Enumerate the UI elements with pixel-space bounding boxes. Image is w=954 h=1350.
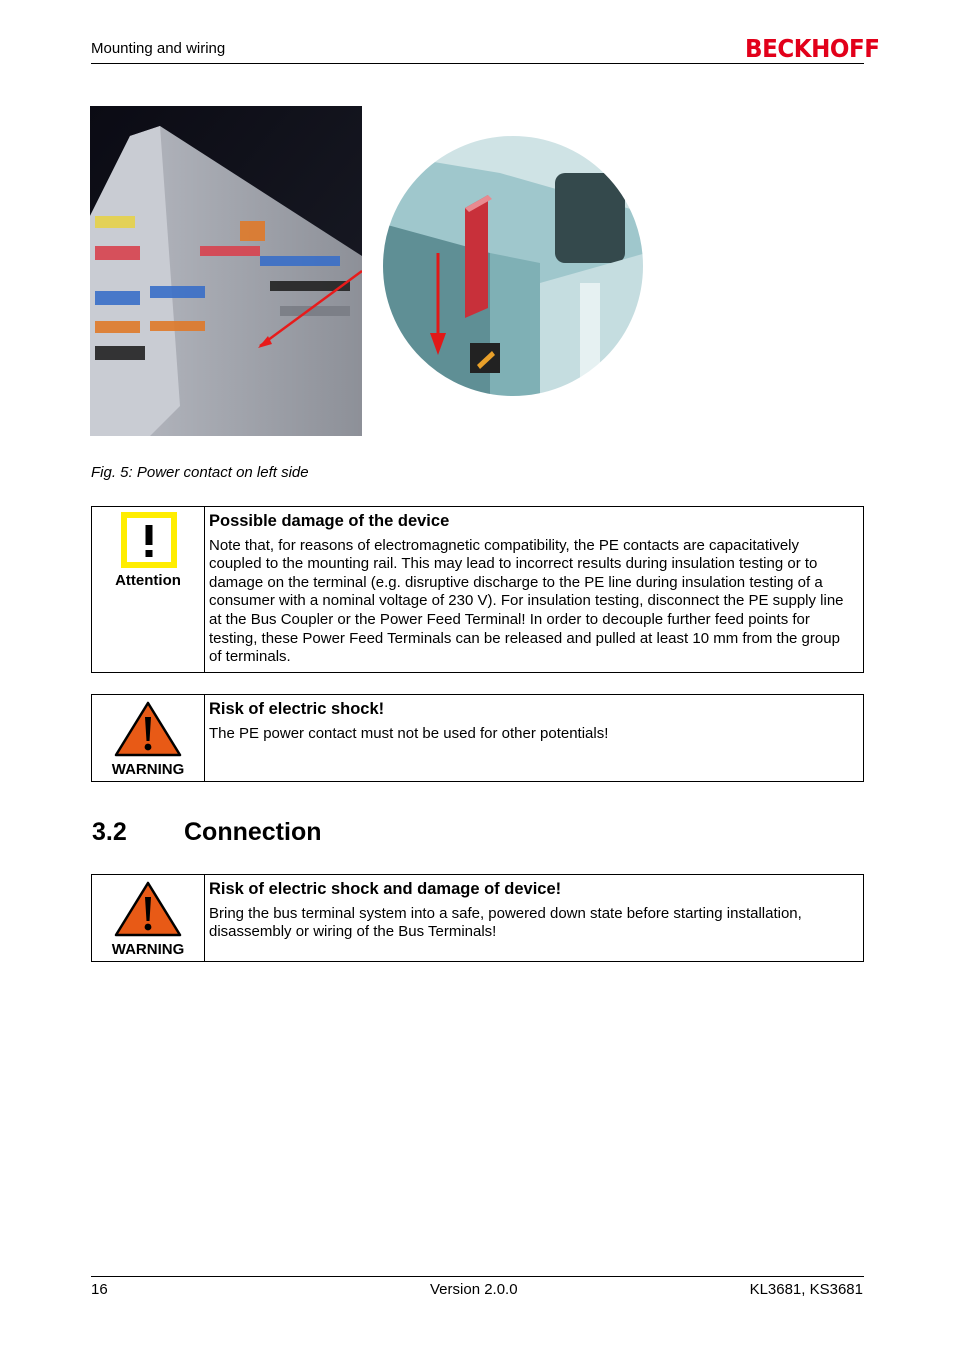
header-rule <box>91 63 864 64</box>
warning-icon-cell <box>92 695 205 781</box>
warning-note-title: Risk of electric shock and damage of device! <box>209 880 562 898</box>
warning-note-text: Bring the bus terminal system into a safe, powered down state before starting installation, disassembly or wiring of the Bus Terminals! <box>209 904 802 941</box>
attention-note-text: Note that, for reasons of electromagnetic compatibility, the PE contacts are capacitatively coupled to the mounting rail. This may lead to incorrect results during insulation testing or to damage on the terminal (e.g. disruptive discharge to the PE line during insulation testing of a consumer with a nominal voltage of 230 V). For insulation testing, disconnect the PE supply line at the Bus Coupler or the Power Feed Terminal! In order to decouple further feed points for testing, these Power Feed Terminals can be released and pulled at least 10 mm from the group of terminals. <box>209 536 844 666</box>
attention-note-body <box>205 507 863 672</box>
page-number: 16 <box>91 1281 108 1298</box>
terminal-block-photo <box>90 106 362 436</box>
attention-icon-cell <box>92 507 205 672</box>
warning-triangle-icon <box>114 881 182 937</box>
warning-icon-cell <box>92 875 205 961</box>
exclamation-square-icon <box>121 512 177 568</box>
footer-rule <box>91 1276 864 1277</box>
product-name: KL3681, KS3681 <box>749 1281 863 1298</box>
warning-label: WARNING <box>111 941 185 958</box>
attention-note <box>91 506 864 673</box>
warning-note-body <box>205 875 863 961</box>
warning-label: WARNING <box>111 761 185 778</box>
document-version: Version 2.0.0 <box>430 1281 518 1298</box>
figure-caption: Fig. 5: Power contact on left side <box>91 464 309 481</box>
warning-note-body <box>205 695 616 781</box>
warning-note-pe-contact <box>91 694 864 782</box>
section-heading <box>92 818 322 847</box>
page-header-title: Mounting and wiring <box>91 40 226 57</box>
warning-note-connection <box>91 874 864 962</box>
warning-note-title: Risk of electric shock! <box>209 700 385 718</box>
attention-label: Attention <box>115 572 181 589</box>
section-title: Connection <box>184 818 322 846</box>
attention-note-title: Possible damage of the device <box>209 512 450 530</box>
warning-triangle-icon <box>114 701 182 757</box>
brand-logo: BECKHOFF <box>745 34 880 63</box>
section-number: 3.2 <box>92 818 127 846</box>
power-contact-detail-zoom <box>380 133 646 399</box>
warning-note-text: The PE power contact must not be used for other potentials! <box>209 724 609 742</box>
